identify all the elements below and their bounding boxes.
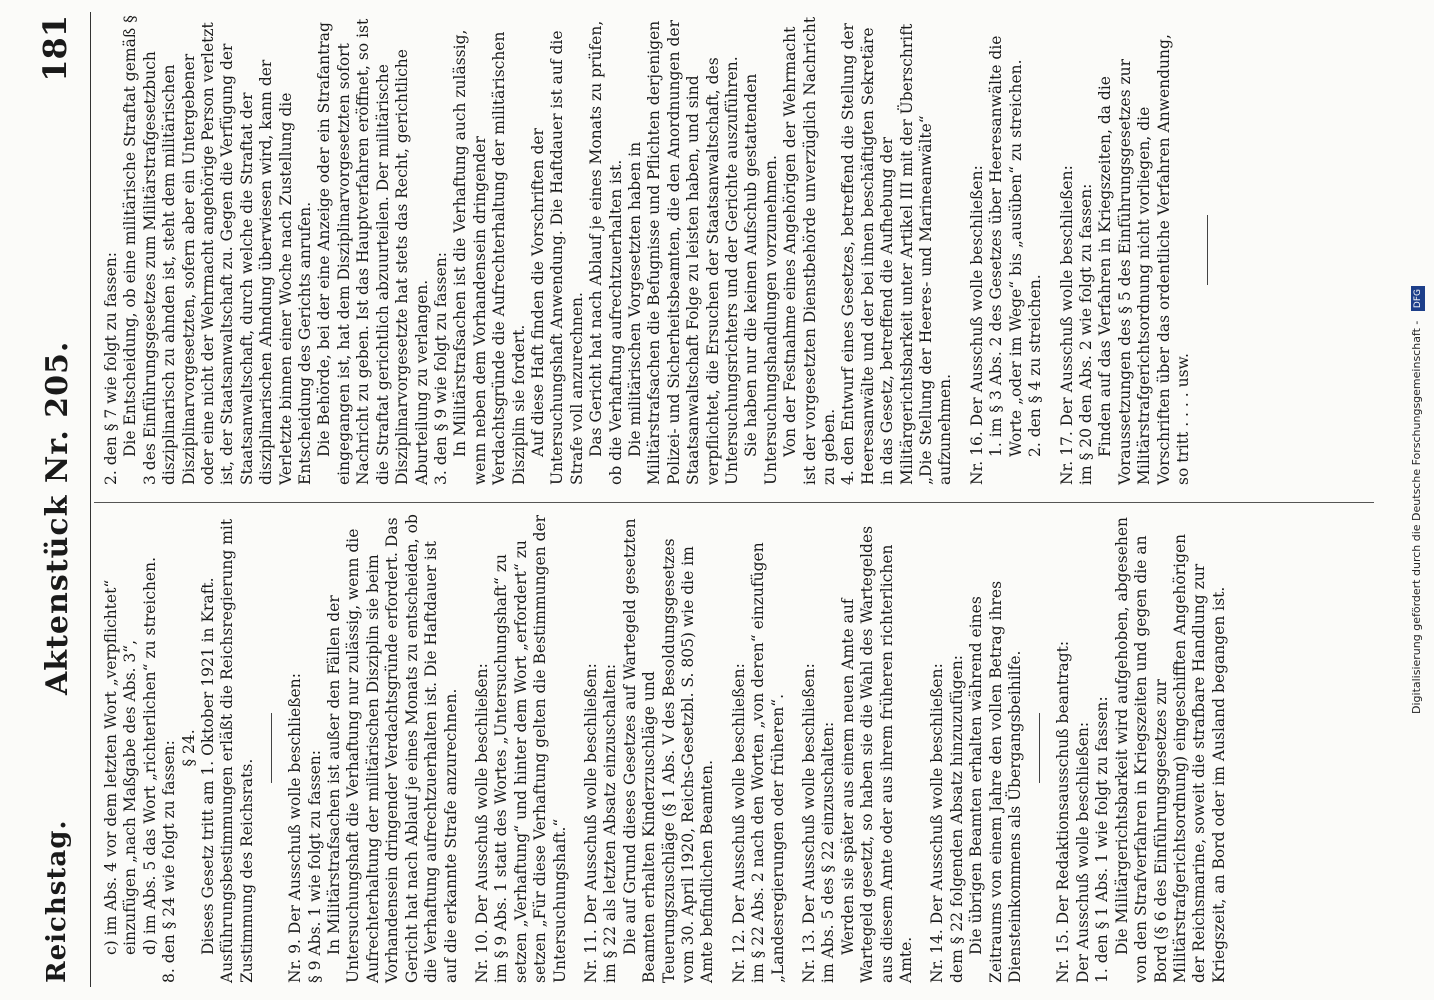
text-line: 2. den § 4 zu streichen.	[1026, 274, 1045, 457]
paragraph: Die militärischen Vorgesetzten haben in Militärstrafsachen die Befugnisse und Pflichten derjenigen Polizei- und Sicherheitsbeamten, die den Anordnungen der Staatsanwaltschaft Folge zu leisten haben, und sind verpflichtet, die Ersuchen der Staatsanwaltschaft, des Untersuchungsrichters und der Gerichte auszuführen.	[625, 20, 741, 485]
text-line: 8. den § 24 wie folgt zu fassen:	[160, 740, 179, 983]
paragraph: In Militärstrafsachen ist außer den Fällen der Untersuchungshaft die Verhaftung nur zulässig, wenn die Aufrechterhaltung der militärischen Disziplin sie beim Vorhandensein dringender Verdachtsgründe erfordert. Das Gericht hat nach Ablauf je eines Monats zu entscheiden, ob die Verhaftung aufrechtzuerhalten ist. Die Haftdauer ist auf die erkannte Strafe anzurechnen.	[325, 514, 460, 983]
page-number: 181	[36, 15, 74, 82]
separator	[1207, 215, 1208, 285]
paragraph: Dieses Gesetz tritt am 1. Oktober 1921 in Kraft. Ausführungsbestimmungen erläßt die Reichsregierung mit Zustimmung des Reichsrats.	[199, 518, 256, 983]
digitization-note	[1405, 10, 1429, 990]
motion-heading: Nr. 11. Der Ausschuß wolle beschließen:	[581, 663, 600, 983]
paragraph: Die übrigen Beamten erhalten während eines Zeitraums von einem Jahre den vollen Betrag ihres Diensteinkommens als Übergangsbeihilfe.	[967, 580, 1025, 983]
motion-heading: Nr. 16. Der Ausschuß wolle beschließen:	[967, 165, 986, 485]
paragraph: 4. den Entwurf eines Gesetzes, betreffend die Stellung der Heeresanwälte und der bei ihnen beschäftigten Sekretäre in das Gesetz, betreffend die Aufhebung der Militärgerichtsbarkeit unter Artikel III mit der Überschrift „Die Stellung der Heeres- und Marineanwälte“ aufzunehmen.	[839, 23, 955, 485]
text-line: einzufügen „nach Maßgabe des Abs. 3“,	[121, 639, 140, 955]
text-line: § 9 Abs. 1 wie folgt zu fassen:	[305, 750, 324, 983]
header-left: Reichstag.	[42, 819, 72, 983]
page-header	[30, 5, 90, 995]
motion-heading: Nr. 9. Der Ausschuß wolle beschließen:	[286, 673, 305, 983]
paragraph: Von der Festnahme eines Angehörigen der Wehrmacht ist der vorgesetzten Dienstbehörde unverzüglich Nachricht zu geben.	[781, 16, 839, 485]
separator	[271, 713, 272, 783]
paragraph: im § 9 Abs. 1 statt des Wortes „Untersuchungshaft“ zu setzen „Verhaftung“ und hinter dem Wort „erfordert“ zu setzen „Für diese Verhaftung gelten die Bestimmungen der Untersuchungshaft.“	[492, 514, 569, 983]
paragraph: Werden sie später aus einem neuen Amte auf Wartegeld gesetzt, so haben sie die Wahl des Wartegeldes aus diesem Amte oder aus ihrem früheren richterlichen Amte.	[838, 525, 916, 983]
header-title: Aktenstück Nr. 205.	[40, 340, 75, 695]
paragraph: Finden auf das Verfahren in Kriegszeiten, da die Voraussetzungen des § 5 des Einführungsgesetzes zur Militärstrafgerichtsordnung nicht vorliegen, die Vorschriften über das ordentliche Verfahren Anwendung, so tritt . . . . usw.	[1096, 34, 1192, 485]
text-line: Der Ausschuß wolle beschließen:	[1073, 721, 1092, 983]
separator	[1039, 713, 1040, 783]
paragraph: Sie haben nur die keinen Aufschub gestattenden Untersuchungshandlungen vorzunehmen.	[742, 73, 780, 485]
left-column	[102, 513, 1229, 983]
motion-heading: Nr. 15. Der Redaktionsausschuß beantragt:	[1054, 640, 1073, 983]
text-line: im § 20 den Abs. 2 wie folgt zu fassen:	[1076, 183, 1095, 485]
paragraph: im § 22 Abs. 2 nach den Worten „von deren“ einzufügen „Landesregierungen oder früheren“.	[749, 542, 787, 983]
text-line: im § 22 als letzten Absatz einzuschalten:	[601, 663, 620, 983]
header-rule	[90, 12, 91, 987]
text-line: 2. den § 7 wie folgt zu fassen:	[102, 252, 120, 485]
paragraph: Auf diese Haft finden die Vorschriften der Untersuchungshaft Anwendung. Die Haftdauer ist auf die Strafe voll anzurechnen.	[528, 30, 586, 485]
motion-heading: Nr. 14. Der Ausschuß wolle beschließen:	[928, 663, 947, 983]
motion-heading: Nr. 17. Der Ausschuß wolle beschließen:	[1057, 165, 1076, 485]
section-heading: § 24.	[179, 729, 198, 767]
motion-heading: Nr. 13. Der Ausschuß wolle beschließen:	[800, 663, 818, 983]
text-line: 1. den § 1 Abs. 1 wie folgt zu fassen:	[1093, 696, 1112, 983]
motion-heading: Nr. 10. Der Ausschuß wolle beschließen:	[472, 663, 491, 983]
paragraph: Die Militärgerichtsbarkeit wird aufgehoben, abgesehen von den Strafverfahren in Kriegszeiten und gegen die an Bord (§ 6 des Einführungsgesetzes zur Militärstrafgerichtsordnung) eingeschifften Angehörigen der Reichsmarine, soweit die strafbare Handlung zur Kriegszeit, an Bord oder im Ausland begangen ist.	[1112, 517, 1228, 983]
right-column	[102, 15, 1222, 485]
text-line: c) im Abs. 4 vor dem letzten Wort „verpflichtet“	[102, 579, 120, 955]
text-line: 3. den § 9 wie folgt zu fassen:	[431, 252, 450, 485]
paragraph: 1. im § 3 Abs. 2 des Gesetzes über Heeresanwälte die Worte „oder im Wege“ bis „ausüben“ zu streichen.	[987, 35, 1025, 457]
motion-heading: Nr. 12. Der Ausschuß wolle beschließen:	[729, 663, 748, 983]
column-divider	[94, 502, 1374, 503]
text-line: dem § 22 folgenden Absatz hinzuzufügen:	[947, 654, 966, 983]
text-line: d) im Abs. 5 das Wort „richterlichen“ zu streichen.	[140, 556, 159, 955]
paragraph: Die Entscheidung, ob eine militärische Straftat gemäß § 3 des Einführungsgesetzes zum Militärstrafgesetzbuch disziplinarisch zu ahnden ist, steht dem militärischen Disziplinarvorgesetzten, sofern aber ein Untergebener oder eine nicht der Wehrmacht angehörige Person verletzt ist, der Staatsanwaltschaft zu. Gegen die Verfügung der Staatsanwaltschaft, durch welche die Straftat der disziplinarischen Ahndung überwiesen wird, kann der Verletzte binnen einer Woche nach Zustellung die Entscheidung des Gerichts anrufen.	[121, 15, 315, 485]
dfg-logo: DFG	[1411, 286, 1425, 311]
paragraph: Die auf Grund dieses Gesetzes auf Wartegeld gesetzten Beamten erhalten Kinderzuschläge und Teuerungszuschläge (§ 1 Abs. V des Besoldungsgesetzes vom 30. April 1920, Reichs-Gesetzbl. S. 805) wie die im Amte befindlichen Beamten.	[620, 518, 717, 983]
document-page	[30, 5, 1410, 995]
paragraph: Das Gericht hat nach Ablauf je eines Monats zu prüfen, ob die Verhaftung aufrechtzuerhalten ist.	[587, 20, 625, 485]
digitization-note-text: Digitalisierung gefördert durch die Deutsche Forschungsgemeinschaft -	[1410, 320, 1423, 714]
text-line: im Abs. 5 des § 22 einzuschalten:	[819, 721, 838, 983]
paragraph: In Militärstrafsachen ist die Verhaftung auch zulässig, wenn neben dem Vorhandensein dringender Verdachtsgründe die Aufrechterhaltung der militärischen Disziplin sie fordert.	[451, 29, 528, 485]
paragraph: Die Behörde, bei der eine Anzeige oder ein Strafantrag eingegangen ist, hat dem Disziplinarvorgesetzten sofort Nachricht zu geben. Ist das Hauptverfahren eröffnet, so ist die Straftat gerichtlich abzuurteilen. Der militärische Disziplinarvorgesetzte hat stets das Recht, gerichtliche Aburteilung zu verlangen.	[315, 18, 431, 485]
